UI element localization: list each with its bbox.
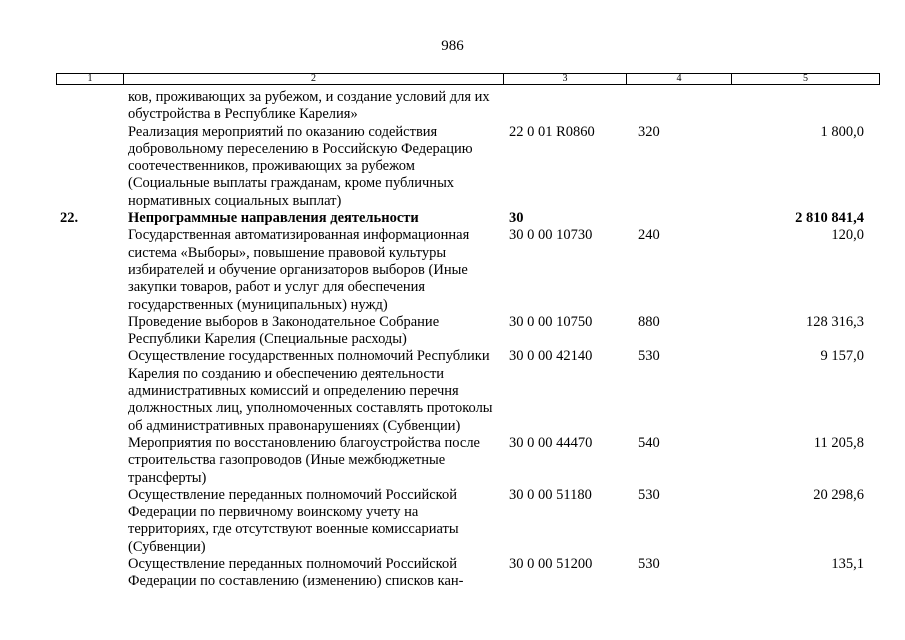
row-number <box>56 124 123 210</box>
row-type: 240 <box>638 227 660 244</box>
row-type: 320 <box>638 123 660 140</box>
row-type: 530 <box>638 556 660 573</box>
row-code: 30 0 00 51180 <box>509 486 592 503</box>
row-type: 880 <box>638 313 660 330</box>
row-description: Осуществление переданных полномочий Российской Федерации по первичному воинскому учету на территориях, где отсутствуют военные комиссариаты (Субвенции) <box>128 486 459 555</box>
row-number <box>56 89 123 124</box>
table-row <box>56 124 880 210</box>
header-col-5: 5 <box>803 73 808 84</box>
row-description: Осуществление государственных полномочий Республики Карелия по созданию и обеспечению деятельности административных комиссий и определению перечня должностных лиц, уполномоченных составлять протоколы об административных правонарушениях (Субвенции) <box>128 348 493 434</box>
table-row-section <box>56 210 880 227</box>
row-description: Мероприятия по восстановлению благоустройства после строительства газопроводов (Иные межбюджетные трансферты) <box>128 434 480 486</box>
row-amount: 11 205,8 <box>813 434 864 451</box>
row-number: 22. <box>60 210 79 227</box>
page-number: 986 <box>441 38 464 54</box>
table-row <box>56 487 880 556</box>
row-code <box>503 89 626 124</box>
row-amount: 9 157,0 <box>820 348 864 365</box>
row-type: 540 <box>638 434 660 451</box>
row-description: Непрограммные направления деятельности <box>128 210 419 227</box>
row-type <box>626 89 731 124</box>
row-description: ков, проживающих за рубежом, и создание условий для их обустройства в Республике Карелия» <box>128 89 490 123</box>
table-header <box>56 73 880 85</box>
row-type: 530 <box>638 348 660 365</box>
row-code: 30 0 00 44470 <box>509 434 593 451</box>
row-number <box>56 487 123 556</box>
row-description: Государственная автоматизированная информационная система «Выборы», повышение правовой культуры избирателей и обучение организаторов выборов (Иные закупки товаров, работ и услуг для обеспечения государственных (муниципальных) нужд) <box>128 227 470 313</box>
row-code: 30 0 00 10750 <box>509 313 593 330</box>
table-row <box>56 435 880 487</box>
row-amount: 1 800,0 <box>820 123 864 140</box>
row-amount: 20 298,6 <box>813 486 864 503</box>
row-number <box>56 556 123 591</box>
row-description: Проведение выборов в Законодательное Собрание Республики Карелия (Специальные расходы) <box>128 313 440 348</box>
row-amount <box>731 89 880 124</box>
table-row <box>56 227 880 313</box>
header-col-3: 3 <box>504 74 627 84</box>
row-description: Осуществление переданных полномочий Российской Федерации по составлению (изменению) списков кан- <box>128 556 464 590</box>
table-row <box>56 556 880 591</box>
row-amount: 2 810 841,4 <box>795 210 864 227</box>
row-code: 30 <box>509 210 524 227</box>
header-col-1: 1 <box>57 74 124 84</box>
row-type <box>626 210 731 227</box>
table-row <box>56 314 880 349</box>
row-amount: 128 316,3 <box>806 313 864 330</box>
table-row <box>56 348 880 434</box>
row-type: 530 <box>638 486 660 503</box>
table-row <box>56 89 880 124</box>
row-number <box>56 435 123 487</box>
row-description: Реализация мероприятий по оказанию содействия добровольному переселению в Российскую Федерацию соотечественников, проживающих за рубежом (Социальные выплаты гражданам, кроме публичных нормативных социальных выплат) <box>128 123 473 209</box>
table-body <box>56 89 880 591</box>
row-number <box>56 348 123 434</box>
row-code: 22 0 01 R0860 <box>509 123 595 140</box>
row-number <box>56 227 123 313</box>
row-code: 30 0 00 10730 <box>509 227 593 244</box>
row-code: 30 0 00 42140 <box>509 348 593 365</box>
header-col-4: 4 <box>627 74 732 84</box>
header-col-2: 2 <box>124 74 504 84</box>
row-amount: 120,0 <box>831 227 864 244</box>
row-amount: 135,1 <box>831 556 864 573</box>
row-code: 30 0 00 51200 <box>509 556 593 573</box>
row-number <box>56 314 123 349</box>
